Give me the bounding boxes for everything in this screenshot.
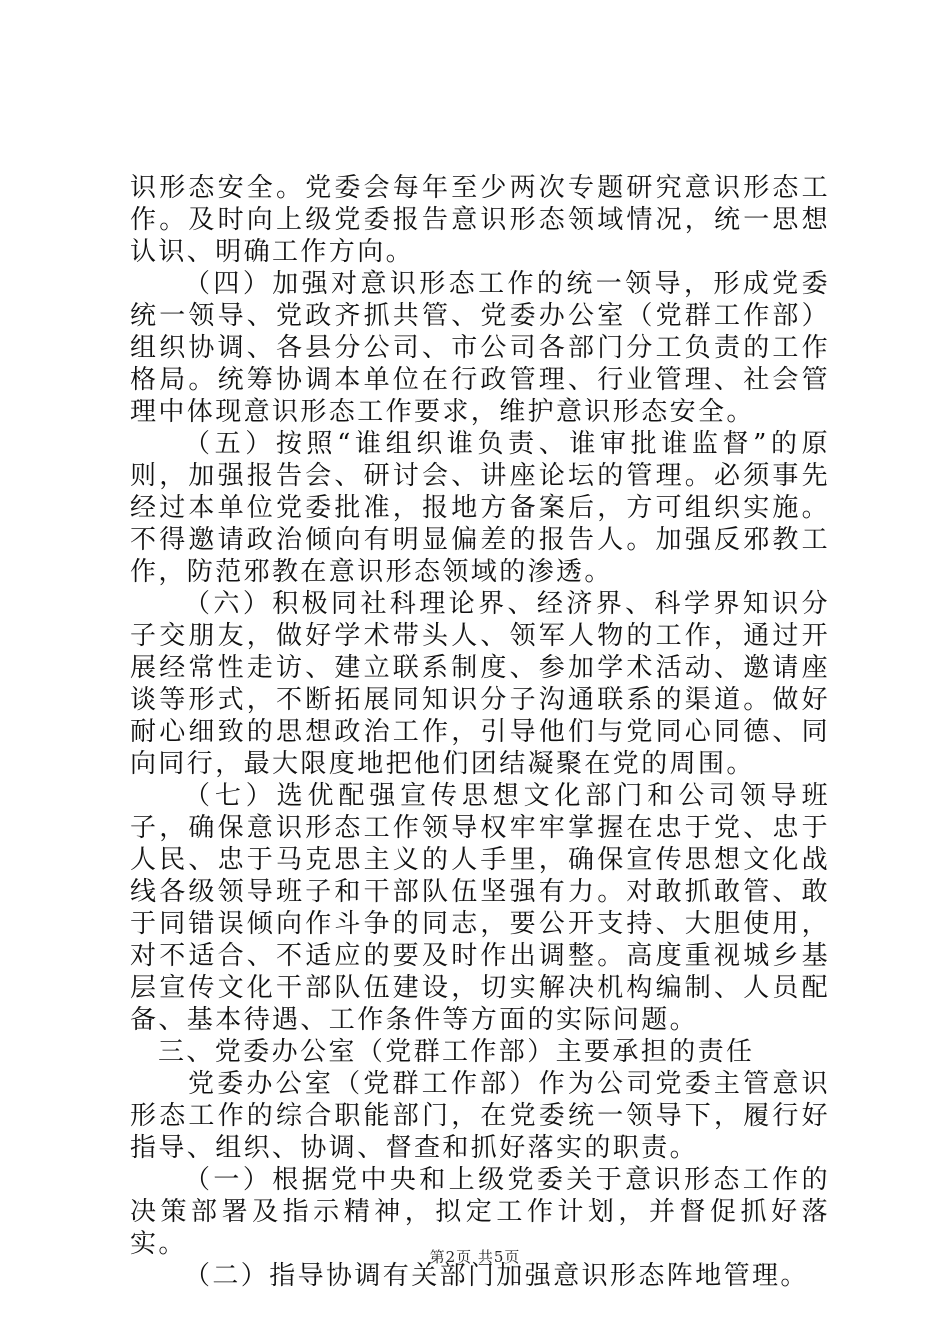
- paragraph-item-5: （五）按照“谁组织谁负责、谁审批谁监督”的原则，加强报告会、研讨会、讲座论坛的管理。必须事先经过本单位党委批准，报地方备案后，方可组织实施。不得邀请政治倾向有明显偏差的报告人。加强反邪教工作，防范邪教在意识形态领域的渗透。: [130, 429, 830, 587]
- paragraph-item-6: （六）积极同社科理论界、经济界、科学界知识分子交朋友，做好学术带头人、领军人物的工作，通过开展经常性走访、建立联系制度、参加学术活动、邀请座谈等形式，不断拓展同知识分子沟通联系的渠道。做好耐心细致的思想政治工作，引导他们与党同心同德、同向同行，最大限度地把他们团结凝聚在党的周围。: [130, 589, 830, 779]
- paragraph-continuation: 识形态安全。党委会每年至少两次专题研究意识形态工作。及时向上级党委报告意识形态领域情况，统一思想认识、明确工作方向。: [130, 173, 830, 267]
- section-heading-3: 三、党委办公室（党群工作部）主要承担的责任: [158, 1037, 755, 1067]
- paragraph-section-3-intro: 党委办公室（党群工作部）作为公司党委主管意识形态工作的综合职能部门，在党委统一领导下，履行好指导、组织、协调、督查和抓好落实的职责。: [130, 1069, 830, 1163]
- paragraph-item-7: （七）选优配强宣传思想文化部门和公司领导班子，确保意识形态工作领导权牢牢掌握在忠于党、忠于人民、忠于马克思主义的人手里，确保宣传思想文化战线各级领导班子和干部队伍坚强有力。对敢抓敢管、敢于同错误倾向作斗争的同志，要公开支持、大胆使用，对不适合、不适应的要及时作出调整。高度重视城乡基层宣传文化干部队伍建设，切实解决机构编制、人员配备、基本待遇、工作条件等方面的实际问题。: [130, 781, 830, 1035]
- paragraph-item-4: （四）加强对意识形态工作的统一领导，形成党委统一领导、党政齐抓共管、党委办公室（党群工作部）组织协调、各县分公司、市公司各部门分工负责的工作格局。统筹协调本单位在行政管理、行业管理、社会管理中体现意识形态工作要求，维护意识形态安全。: [130, 269, 830, 427]
- paragraph-item-2: （二）指导协调有关部门加强意识形态阵地管理。: [184, 1261, 809, 1291]
- document-body: [130, 172, 830, 1292]
- page-number-footer: 第2页 共5页: [429, 1248, 521, 1266]
- paragraph-item-1: （一）根据党中央和上级党委关于意识形态工作的决策部署及指示精神，拟定工作计划，并督促抓好落实。: [130, 1165, 830, 1259]
